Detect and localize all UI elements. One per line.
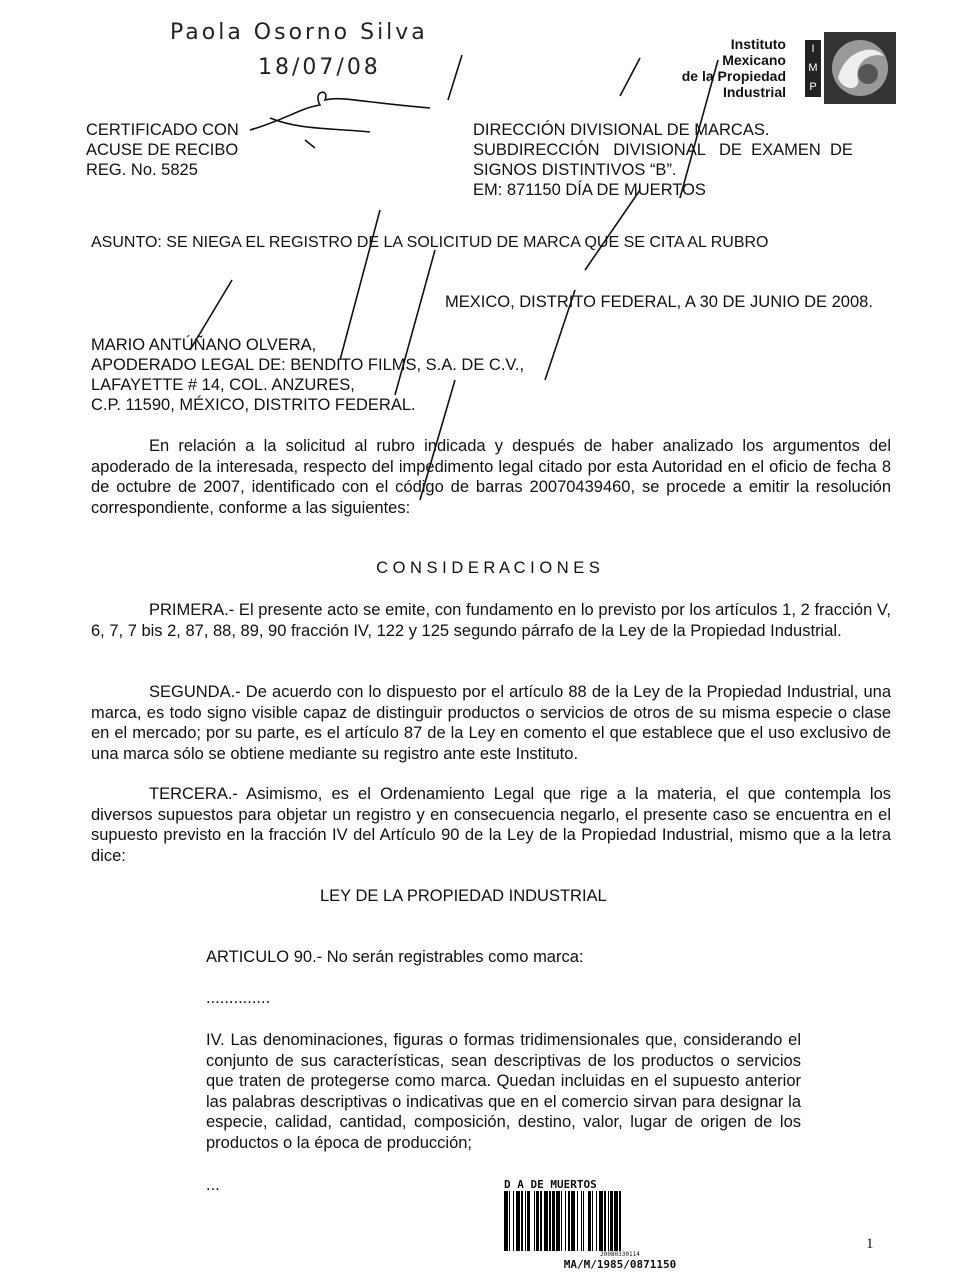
- imp-letter-i: I: [805, 40, 821, 59]
- addressee-line-2: APODERADO LEGAL DE: BENDITO FILMS, S.A. DE C.V.,: [91, 356, 525, 374]
- direction-block: [473, 120, 878, 200]
- certificate-line-1: CERTIFICADO CON: [86, 121, 239, 139]
- law-title: LEY DE LA PROPIEDAD INDUSTRIAL: [320, 887, 607, 905]
- barcode-number: 20080330114: [600, 1251, 640, 1258]
- subject-line: ASUNTO: SE NIEGA EL REGISTRO DE LA SOLICITUD DE MARCA QUE SE CITA AL RUBRO: [91, 234, 769, 251]
- institute-line-3: de la Propiedad: [681, 68, 786, 84]
- barcode-bar: [621, 1191, 624, 1251]
- handwritten-name: Paola Osorno Silva: [170, 20, 428, 45]
- slash-date: [448, 55, 462, 100]
- slash-2: [585, 190, 640, 270]
- considerations-heading: C O N S I D E R A C I O N E S: [376, 559, 600, 577]
- barcode-code: MA/M/1985/0871150: [563, 1258, 677, 1271]
- article-title: ARTICULO 90.- No serán registrables como marca:: [206, 948, 584, 966]
- page-number: 1: [866, 1236, 874, 1252]
- direction-line-1: DIRECCIÓN DIVISIONAL DE MARCAS.: [473, 121, 770, 139]
- addressee-line-1: MARIO ANTÚÑANO OLVERA,: [91, 336, 317, 354]
- certificate-line-2: ACUSE DE RECIBO: [86, 141, 239, 159]
- direction-line-4: EM: 871150 DÍA DE MUERTOS: [473, 181, 706, 199]
- ellipsis-short: ...: [206, 1176, 220, 1194]
- addressee-line-4: C.P. 11590, MÉXICO, DISTRITO FEDERAL.: [91, 396, 416, 414]
- imp-letter-m: M: [805, 59, 821, 78]
- addressee-line-3: LAFAYETTE # 14, COL. ANZURES,: [91, 376, 355, 394]
- handwritten-date: 18/07/08: [258, 55, 381, 80]
- place-date: MEXICO, DISTRITO FEDERAL, A 30 DE JUNIO DE 2008.: [445, 293, 873, 311]
- imp-logo-icon: [824, 32, 896, 104]
- segunda-paragraph: SEGUNDA.- De acuerdo con lo dispuesto por el artículo 88 de la Ley de la Propiedad Industrial, una marca, es todo signo visible capaz de distinguir productos o servicios de otros de su misma especie o clase en el mercado; por su parte, es el artículo 87 de la Ley en comento el que establece que el uso exclusivo de una marca sólo se obtiene mediante su registro ante este Instituto.: [91, 683, 891, 763]
- direction-line-3: SIGNOS DISTINTIVOS “B”.: [473, 161, 677, 179]
- barcode-label: D A DE MUERTOS: [504, 1178, 597, 1191]
- direction-line-2: SUBDIRECCIÓN DIVISIONAL DE EXAMEN DE: [473, 141, 853, 159]
- fraction-iv-paragraph: IV. Las denominaciones, figuras o formas tridimensionales que, considerando el conjunto de sus características, sean descriptivas de los productos o servicios que traten de protegerse como marca. Quedan incluidas en el supuesto anterior las palabras descriptivas o indicativas que en el comercio sirvan para designar la especie, calidad, cantidad, composición, destino, valor, lugar de origen de los productos o la época de producción;: [206, 1031, 801, 1152]
- barcode-bars: [504, 1191, 736, 1251]
- imp-letters: [805, 40, 821, 97]
- imp-letter-p: P: [805, 78, 821, 97]
- ellipsis-long: ..............: [206, 989, 271, 1007]
- institute-line-2: Mexicano: [722, 52, 786, 68]
- intro-paragraph: En relación a la solicitud al rubro indicada y después de haber analizado los argumentos del apoderado de la interesada, respecto del impedimento legal citado por esta Autoridad en el oficio de fecha 8 de octubre de 2007, identificado con el código de barras 20070439460, se procede a emitir la resolución correspondiente, conforme a las siguientes:: [91, 437, 891, 517]
- certificate-line-3: REG. No. 5825: [86, 161, 198, 179]
- institute-line-4: Industrial: [722, 84, 786, 100]
- institute-line-1: Instituto: [730, 36, 786, 52]
- addressee-block: [91, 335, 524, 415]
- tercera-paragraph: TERCERA.- Asimismo, es el Ordenamiento Legal que rige a la materia, el que contempla los diversos supuestos para objetar un registro y en consecuencia negarlo, el presente caso se encuentra en el supuesto previsto en la fracción IV del Artículo 90 de la Ley de la Propiedad Industrial, mismo que a la letra dice:: [91, 785, 891, 865]
- primera-paragraph: PRIMERA.- El presente acto se emite, con fundamento en lo previsto por los artículos 1, 2 fracción V, 6, 7, 7 bis 2, 87, 88, 89, 90 fracción IV, 122 y 125 segundo párrafo de la Ley de la Propiedad Industrial.: [91, 601, 891, 640]
- signature-stroke: [250, 92, 430, 148]
- institute-name: [620, 36, 786, 100]
- barcode-block: [504, 1178, 736, 1271]
- certificate-block: [86, 120, 239, 180]
